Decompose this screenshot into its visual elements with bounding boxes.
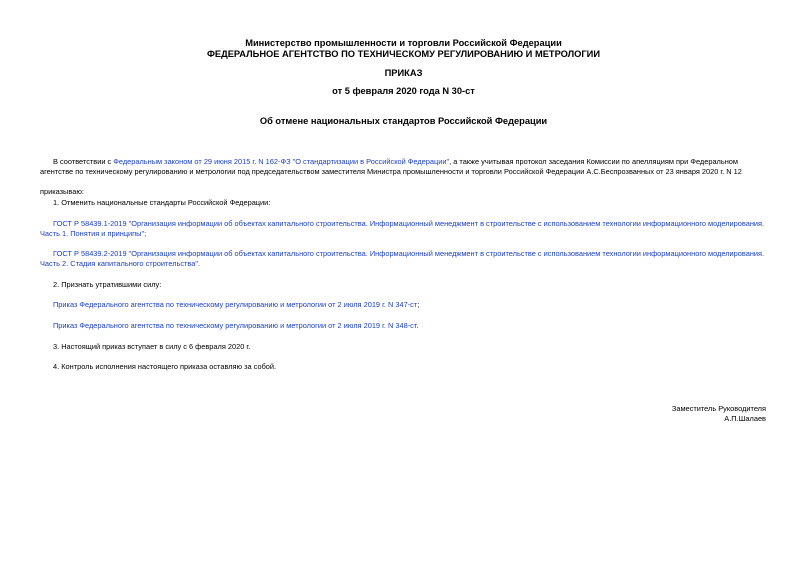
repealed-order-2 (53, 321, 419, 331)
standard-1-text: "Организация информации об объектах капитального строительства. Информационный менеджмент в строительстве с использованием технологии информационного моделирования. Часть 1. Понятия и принципы"; (40, 219, 765, 238)
document-date-number: от 5 февраля 2020 года N 30-ст (332, 86, 475, 96)
ministry-name: Министерство промышленности и торговли Российской Федерации (245, 38, 562, 48)
standard-2-code: ГОСТ Р 58439.2-2019 (53, 249, 127, 258)
item-1: 1. Отменить национальные стандарты Российской Федерации: (53, 198, 271, 207)
standard-2-link[interactable] (40, 249, 764, 268)
repealed-order-2-link[interactable]: Приказ Федерального агентства по техническому регулированию и метрологии от 2 июля 2019 г. N 348-ст (53, 321, 417, 330)
standard-1-code: ГОСТ Р 58439.1-2019 (53, 219, 127, 228)
standard-2-paragraph (40, 249, 770, 269)
item-3: 3. Настоящий приказ вступает в силу с 6 февраля 2020 г. (53, 342, 251, 351)
standard-2-text: "Организация информации об объектах капитального строительства. Информационный менеджмент в строительстве с использованием технологии информационного моделирования. Часть 2. Стадия капитального строительства". (40, 249, 765, 268)
order-word: приказываю: (40, 187, 84, 196)
repealed-order-1-link[interactable]: Приказ Федерального агентства по техническому регулированию и метрологии от 2 июля 2019 г. N 347-ст (53, 300, 418, 309)
item-4: 4. Контроль исполнения настоящего приказа оставляю за собой. (53, 362, 277, 371)
item-2: 2. Признать утратившими силу: (53, 280, 162, 289)
agency-name: ФЕДЕРАЛЬНОЕ АГЕНТСТВО ПО ТЕХНИЧЕСКОМУ РЕГУЛИРОВАНИЮ И МЕТРОЛОГИИ (206, 49, 601, 59)
standard-1-paragraph (40, 219, 770, 239)
standard-1-link[interactable] (40, 219, 764, 238)
signature-position: Заместитель Руководителя (671, 404, 766, 413)
intro-suffix: , а также учитывая протокол заседания Комиссии по апелляциям при Федеральном агентстве по техническому регулированию и метрологии под председательством заместителя Министра промышленности и торговли Российской Федерации А.С.Беспрозванных от 23 января 2020 г. N 12 (40, 157, 742, 176)
intro-paragraph (40, 157, 770, 177)
intro-prefix: В соответствии с (53, 157, 114, 166)
federal-law-link[interactable]: Федеральным законом от 29 июня 2015 г. N 162-ФЗ "О стандартизации в Российской Федерации" (113, 157, 450, 166)
document-type: ПРИКАЗ (384, 68, 423, 78)
document-title: Об отмене национальных стандартов Российской Федерации (259, 116, 548, 126)
repealed-order-1-end: ; (417, 300, 420, 309)
repealed-order-1 (53, 300, 419, 310)
signature-name: А.П.Шалаев (724, 414, 766, 423)
repealed-order-2-end: . (416, 321, 419, 330)
